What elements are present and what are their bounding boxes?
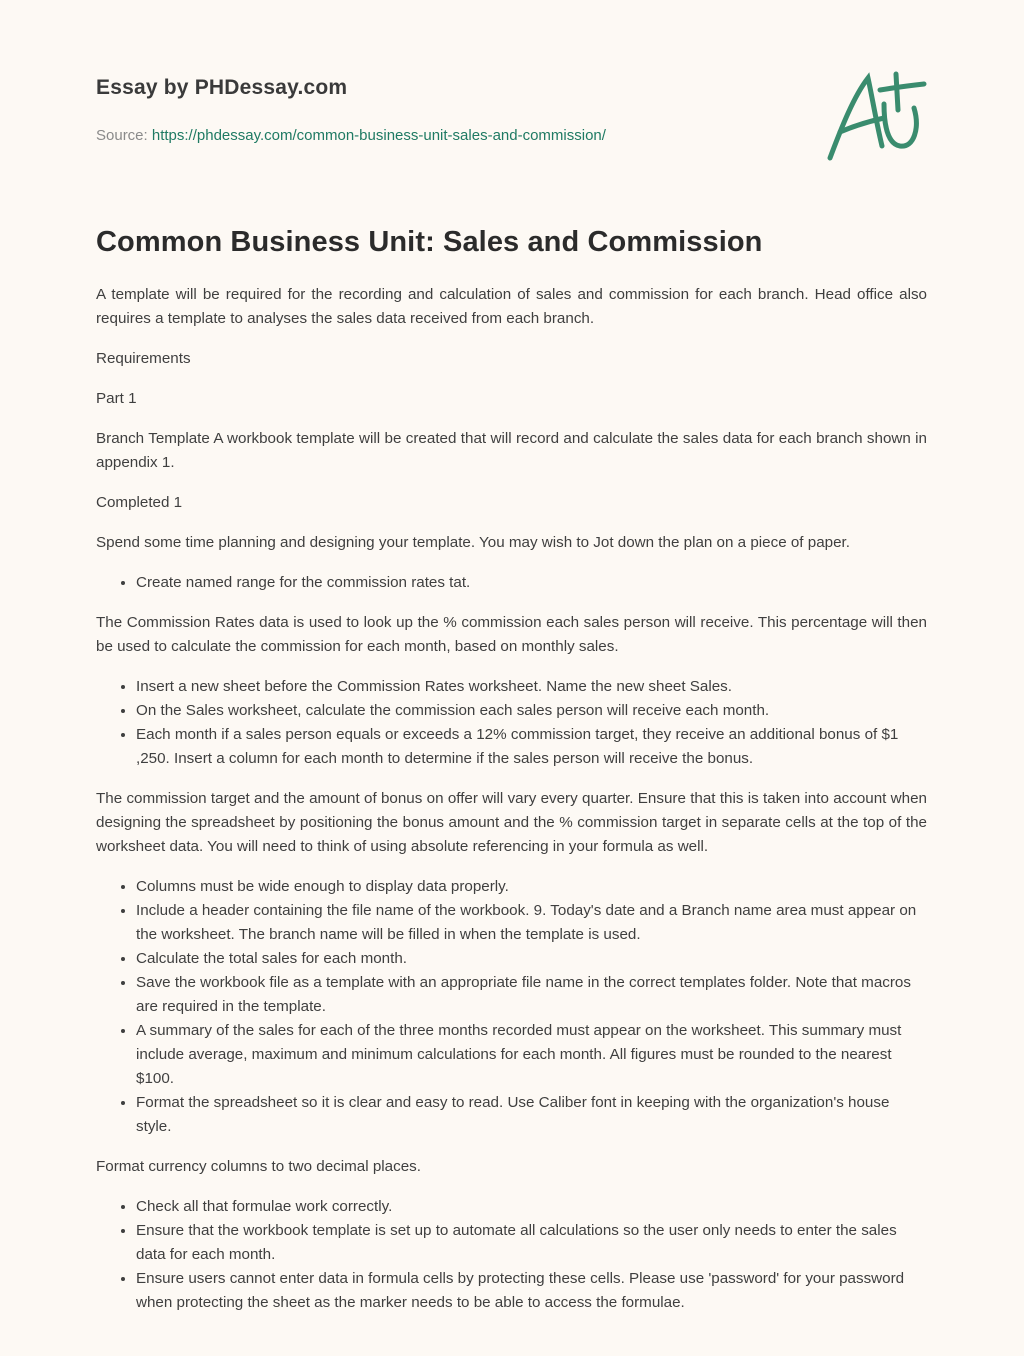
source-link[interactable]: https://phdessay.com/common-business-unit-sales-and-commission/ (151, 127, 606, 144)
list-item: • Each month if a sales person equals or exceeds a 12% commission target, they receive an additional bonus of $1 ,250. Insert a column for each month to determine if the sales person will receive the bonus. (136, 723, 927, 771)
bullet-list-4 (96, 1195, 927, 1315)
paragraph-commission-rates: The Commission Rates data is used to look up the % commission each sales person will receive. This percentage will then be used to calculate the commission for each month, based on monthly sales. (96, 614, 927, 655)
list-item: • Insert a new sheet before the Commission Rates worksheet. Name the new sheet Sales. (136, 675, 927, 699)
page-title: Common Business Unit: Sales and Commission (96, 226, 763, 258)
paragraph-completed-1: Completed 1 (96, 494, 183, 511)
paragraph-requirements: Requirements (96, 350, 191, 367)
bullet-list-3 (96, 875, 927, 1139)
list-item: • Ensure that the workbook template is set up to automate all calculations so the user only needs to enter the sales data for each month. (136, 1219, 927, 1267)
bullet-list-1 (96, 571, 927, 595)
paragraph-part-1: Part 1 (96, 390, 137, 407)
paragraph-commission-target: The commission target and the amount of bonus on offer will vary every quarter. Ensure that this is taken into account when designing the spreadsheet by positioning the bonus amount and the % commission target in separate cells at the top of the worksheet data. You will need to think of using absolute referencing in your formula as well. (96, 790, 927, 855)
list-item: • Format the spreadsheet so it is clear and easy to read. Use Caliber font in keeping with the organization's house style. (136, 1091, 927, 1139)
list-item: • A summary of the sales for each of the three months recorded must appear on the worksheet. This summary must include average, maximum and minimum calculations for each month. All figures must be rounded to the nearest $100. (136, 1019, 927, 1091)
paragraph-currency-format: Format currency columns to two decimal places. (96, 1158, 421, 1175)
list-item: • Save the workbook file as a template with an appropriate file name in the correct templates folder. Note that macros are required in the template. (136, 971, 927, 1019)
list-item: • Create named range for the commission rates tat. (136, 571, 927, 595)
paragraph-branch-template: Branch Template A workbook template will be created that will record and calculate the sales data for each branch shown in appendix 1. (96, 430, 927, 471)
list-item: • Check all that formulae work correctly. (136, 1195, 927, 1219)
list-item: • Columns must be wide enough to display data properly. (136, 875, 927, 899)
list-item: • Include a header containing the file name of the workbook. 9. Today's date and a Branch name area must appear on the worksheet. The branch name will be filled in when the template is used. (136, 899, 927, 947)
document-body (96, 226, 927, 1331)
page-header (96, 76, 796, 144)
source-line (96, 127, 796, 144)
paragraph-planning: Spend some time planning and designing your template. You may wish to Jot down the plan on a piece of paper. (96, 534, 850, 551)
list-item: • On the Sales worksheet, calculate the commission each sales person will receive each month. (136, 699, 927, 723)
a-plus-logo-icon (820, 66, 930, 166)
list-item: • Calculate the total sales for each month. (136, 947, 927, 971)
bullet-list-2 (96, 675, 927, 771)
list-item: • Ensure users cannot enter data in formula cells by protecting these cells. Please use 'password' for your password when protecting the sheet as the marker needs to be able to access the formulae. (136, 1267, 927, 1315)
site-title: Essay by PHDessay.com (96, 76, 348, 99)
source-label: Source: (96, 127, 148, 144)
paragraph-intro: A template will be required for the recording and calculation of sales and commission for each branch. Head office also requires a template to analyses the sales data received from each branch. (96, 286, 927, 327)
